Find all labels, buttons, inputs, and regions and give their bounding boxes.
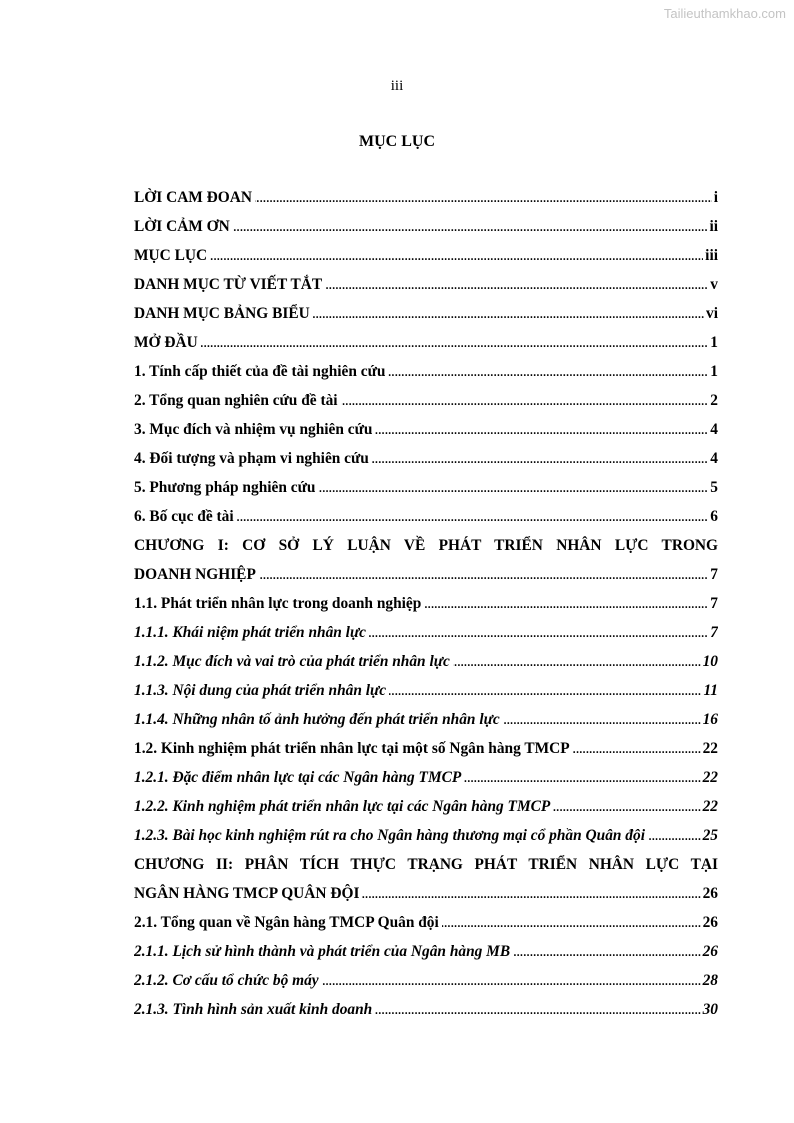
table-of-contents <box>134 183 718 1024</box>
toc-entry-title: LỜI CẢM ƠN <box>134 218 233 235</box>
toc-entry-title: DANH MỤC BẢNG BIỂU <box>134 305 313 322</box>
toc-entry-title: 1.1.1. Khái niệm phát triển nhân lực <box>134 624 369 641</box>
toc-entry[interactable] <box>134 270 718 299</box>
toc-entry[interactable] <box>134 502 718 531</box>
toc-entry[interactable] <box>134 705 718 734</box>
page-number: iii <box>390 78 404 94</box>
toc-entry-page: iii <box>703 241 718 270</box>
toc-entry-page: v <box>708 270 718 299</box>
toc-entry-page: 4 <box>708 444 718 473</box>
toc-entry[interactable] <box>134 966 718 995</box>
toc-chapter-heading-line2 <box>134 560 718 589</box>
toc-entry-page: 7 <box>708 560 718 589</box>
toc-entry-page: 7 <box>708 589 718 618</box>
toc-entry[interactable] <box>134 212 718 241</box>
toc-entry[interactable] <box>134 618 718 647</box>
toc-entry-page: 11 <box>701 676 718 705</box>
toc-entry-title: 1.2.3. Bài học kinh nghiệm rút ra cho Ngân hàng thương mại cổ phần Quân đội <box>134 827 648 844</box>
toc-entry-page: 25 <box>701 821 718 850</box>
toc-entry[interactable] <box>134 299 718 328</box>
toc-entry-title: MỤC LỤC <box>134 247 210 264</box>
toc-entry-page: 26 <box>701 879 718 908</box>
toc-entry-page: 1 <box>708 357 718 386</box>
toc-entry-title: 2.1.3. Tình hình sản xuất kinh doanh <box>134 1001 375 1018</box>
toc-entry[interactable] <box>134 995 718 1024</box>
toc-entry-page: i <box>712 183 718 212</box>
toc-entry[interactable] <box>134 676 718 705</box>
toc-entry-title: 2.1.2. Cơ cấu tổ chức bộ máy <box>134 972 322 989</box>
toc-entry[interactable] <box>134 937 718 966</box>
toc-entry-title: 2.1.1. Lịch sử hình thành và phát triển của Ngân hàng MB <box>134 943 513 960</box>
toc-entry-page: 4 <box>708 415 718 444</box>
toc-title: MỤC LỤC <box>359 133 435 150</box>
toc-entry-title: LỜI CAM ĐOAN <box>134 189 255 206</box>
toc-chapter-heading-line1: CHƯƠNG II: PHÂN TÍCH THỰC TRẠNG PHÁT TRIỂN NHÂN LỰC TẠI <box>134 856 718 873</box>
toc-entry[interactable] <box>134 357 718 386</box>
toc-entry-page: 1 <box>708 328 718 357</box>
toc-entry[interactable] <box>134 241 718 270</box>
toc-entry[interactable] <box>134 473 718 502</box>
toc-entry[interactable] <box>134 792 718 821</box>
toc-entry-title: 4. Đối tượng và phạm vi nghiên cứu <box>134 450 372 467</box>
toc-entry-title: 2. Tổng quan nghiên cứu đề tài <box>134 392 341 409</box>
toc-entry[interactable] <box>134 415 718 444</box>
toc-entry-title: 6. Bố cục đề tài <box>134 508 237 525</box>
toc-entry-page: vi <box>704 299 718 328</box>
toc-entry-page: 16 <box>701 705 718 734</box>
toc-entry-page: ii <box>707 212 718 241</box>
toc-entry-page: 5 <box>708 473 718 502</box>
toc-entry-title: DOANH NGHIỆP <box>134 566 259 583</box>
toc-entry-title: 1. Tính cấp thiết của đề tài nghiên cứu <box>134 363 388 380</box>
toc-entry-page: 26 <box>701 908 718 937</box>
toc-entry[interactable] <box>134 444 718 473</box>
toc-entry-title: 1.1.3. Nội dung của phát triển nhân lực <box>134 682 389 699</box>
toc-entry-title: 1.2.2. Kinh nghiệm phát triển nhân lực tại các Ngân hàng TMCP <box>134 798 553 815</box>
toc-entry-title: MỞ ĐẦU <box>134 334 201 351</box>
toc-entry[interactable] <box>134 821 718 850</box>
toc-entry[interactable] <box>134 908 718 937</box>
watermark: Tailieuthamkhao.com <box>663 6 786 21</box>
toc-chapter-heading[interactable] <box>134 531 718 589</box>
toc-entry-title: 1.1.2. Mục đích và vai trò của phát triển nhân lực <box>134 653 453 670</box>
toc-entry-page: 2 <box>708 386 718 415</box>
toc-entry-title: 2.1. Tổng quan về Ngân hàng TMCP Quân đội <box>134 914 442 931</box>
toc-entry-page: 22 <box>701 734 718 763</box>
toc-entry-page: 10 <box>701 647 718 676</box>
toc-entry[interactable] <box>134 763 718 792</box>
toc-entry[interactable] <box>134 734 718 763</box>
toc-entry[interactable] <box>134 589 718 618</box>
toc-chapter-heading-line2 <box>134 879 718 908</box>
toc-entry[interactable] <box>134 647 718 676</box>
toc-chapter-heading[interactable] <box>134 850 718 908</box>
toc-entry-title: DANH MỤC TỪ VIẾT TẮT <box>134 276 325 293</box>
toc-entry-page: 28 <box>701 966 718 995</box>
toc-entry[interactable] <box>134 183 718 212</box>
toc-entry-page: 30 <box>701 995 718 1024</box>
toc-chapter-heading-line1: CHƯƠNG I: CƠ SỞ LÝ LUẬN VỀ PHÁT TRIỂN NHÂN LỰC TRONG <box>134 537 718 554</box>
toc-entry-page: 22 <box>701 792 718 821</box>
toc-entry-title: 1.1.4. Những nhân tố ảnh hưởng đến phát triển nhân lực <box>134 711 503 728</box>
toc-entry-page: 6 <box>708 502 718 531</box>
toc-entry[interactable] <box>134 386 718 415</box>
toc-entry-page: 26 <box>701 937 718 966</box>
toc-entry-title: 1.1. Phát triển nhân lực trong doanh nghiệp <box>134 595 424 612</box>
toc-entry-title: 5. Phương pháp nghiên cứu <box>134 479 318 496</box>
toc-entry-title: NGÂN HÀNG TMCP QUÂN ĐỘI <box>134 885 362 902</box>
toc-entry-title: 1.2.1. Đặc điểm nhân lực tại các Ngân hàng TMCP <box>134 769 464 786</box>
toc-entry-title: 3. Mục đích và nhiệm vụ nghiên cứu <box>134 421 375 438</box>
toc-entry-page: 22 <box>701 763 718 792</box>
toc-entry-page: 7 <box>708 618 718 647</box>
toc-entry-title: 1.2. Kinh nghiệm phát triển nhân lực tại một số Ngân hàng TMCP <box>134 740 573 757</box>
toc-entry[interactable] <box>134 328 718 357</box>
